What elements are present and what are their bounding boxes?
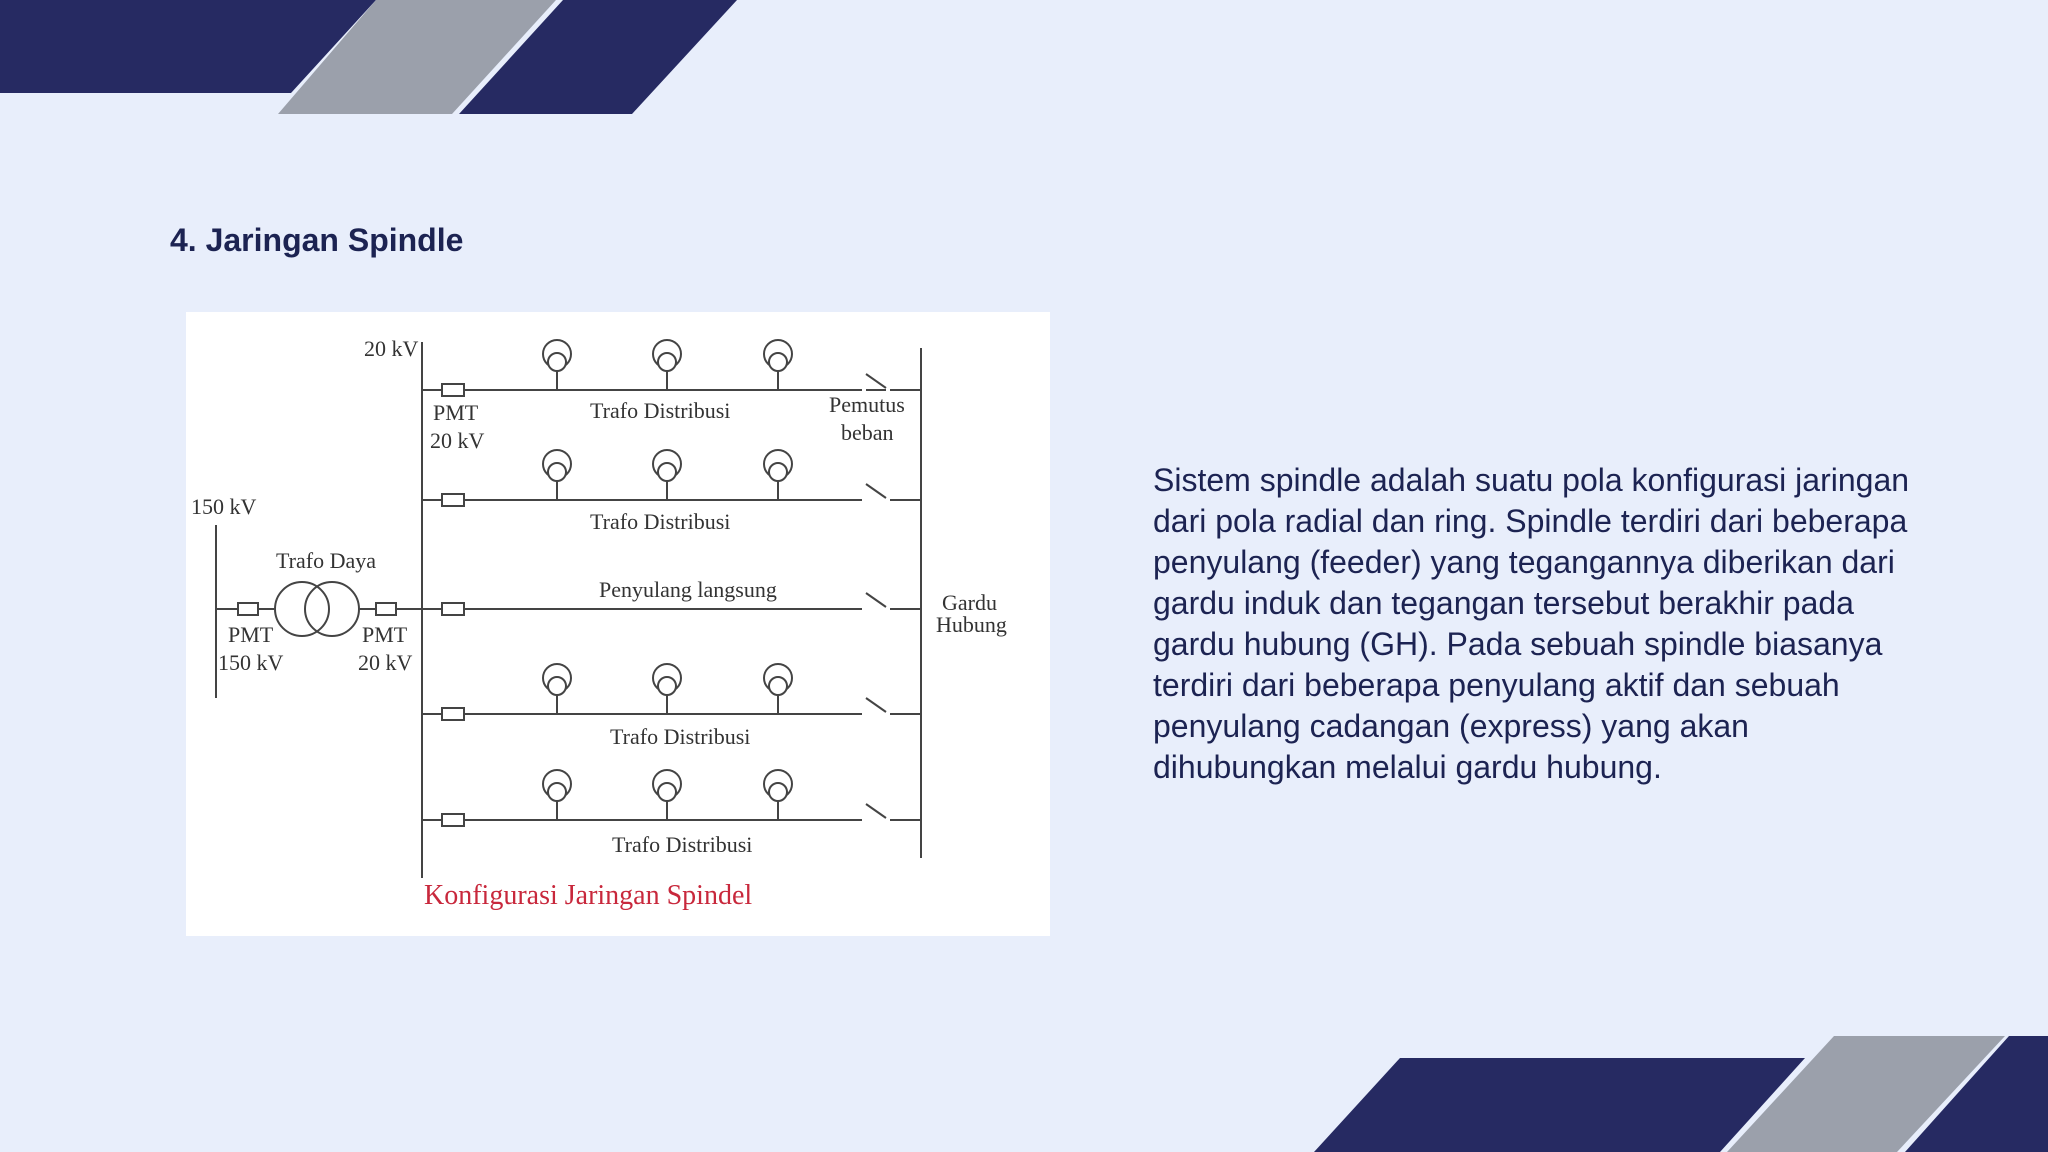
bottom-right-decoration xyxy=(1300,1030,2048,1152)
power-transformer-secondary xyxy=(305,582,359,636)
slide-title: 4. Jaringan Spindle xyxy=(170,222,464,258)
label-150kv: 150 kV xyxy=(191,494,257,519)
diagram-caption: Konfigurasi Jaringan Spindel xyxy=(424,880,753,911)
diagram-canvas xyxy=(186,312,1050,936)
trafo-row-4 xyxy=(543,664,792,714)
label-beban: beban xyxy=(841,420,894,445)
description-paragraph: Sistem spindle adalah suatu pola konfigurasi jaringan dari pola radial dan ring. Spindle terdiri dari beberapa penyulang (feeder) yang tegangannya diberikan dari gardu induk dan tegangan tersebut berakhir pada gardu hubung (GH). Pada sebuah spindle biasanya terdiri dari beberapa penyulang aktif dan sebuah penyulang cadangan (express) yang akan dihubungkan melalui gardu hubung. xyxy=(1153,462,1910,785)
label-pmt-20-kv: 20 kV xyxy=(358,650,413,675)
label-pmt-150-kv: 150 kV xyxy=(218,650,284,675)
navy-band xyxy=(1314,1058,1805,1152)
label-hubung: Hubung xyxy=(936,612,1007,637)
pmt-20kv-breaker xyxy=(376,603,396,615)
trafo-row-2 xyxy=(543,450,792,500)
label-penyulang-langsung: Penyulang langsung xyxy=(599,577,777,602)
label-trafo-distribusi-2: Trafo Distribusi xyxy=(590,509,731,534)
label-trafo-distribusi-4: Trafo Distribusi xyxy=(610,724,751,749)
label-pmt-20: PMT xyxy=(362,622,408,647)
label-pmt-150: PMT xyxy=(228,622,274,647)
label-gardu: Gardu xyxy=(942,590,997,615)
label-trafo-distribusi-1: Trafo Distribusi xyxy=(590,398,731,423)
spindle-network-diagram xyxy=(186,312,1050,936)
power-transformer-primary xyxy=(275,582,329,636)
label-trafo-daya: Trafo Daya xyxy=(276,548,376,573)
label-pemutus: Pemutus xyxy=(829,392,905,417)
label-pmt-feeder: PMT xyxy=(433,400,479,425)
label-pmt-feeder-kv: 20 kV xyxy=(430,428,485,453)
pmt-150kv-breaker xyxy=(238,603,258,615)
label-20kv: 20 kV xyxy=(364,336,419,361)
top-left-decoration xyxy=(0,0,760,120)
trafo-row-5 xyxy=(543,770,792,820)
label-trafo-distribusi-5: Trafo Distribusi xyxy=(612,832,753,857)
trafo-row-1 xyxy=(543,340,792,390)
